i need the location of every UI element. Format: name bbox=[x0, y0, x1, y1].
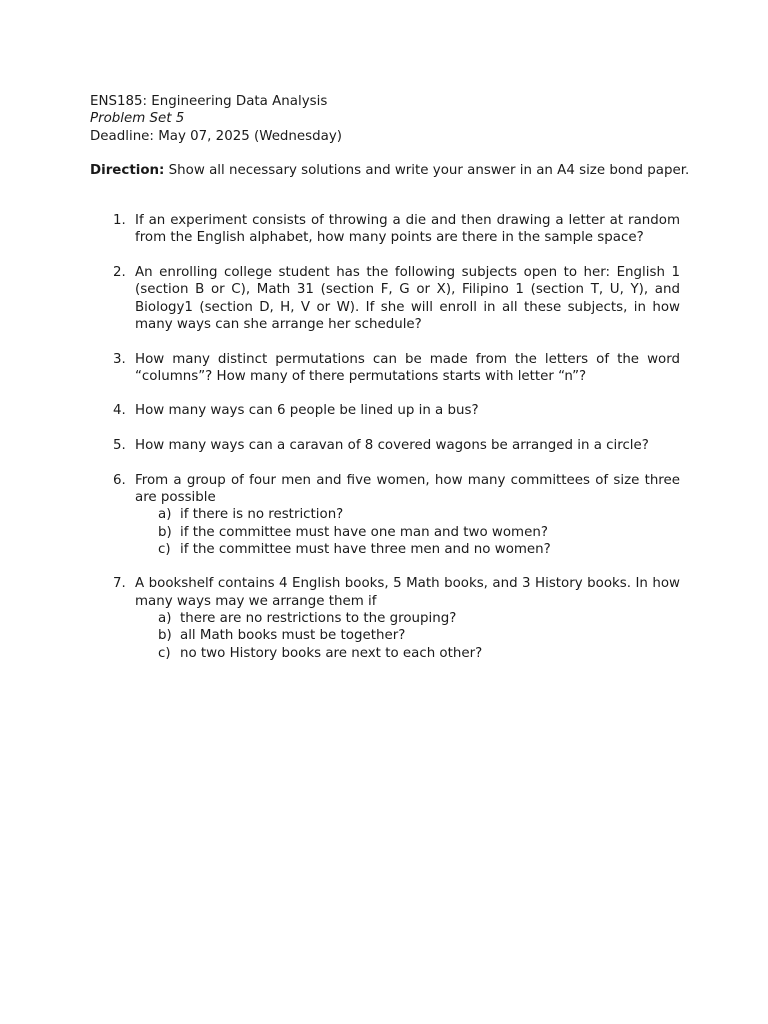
sub-question-text: if there is no restriction? bbox=[180, 507, 344, 523]
problem-item bbox=[90, 437, 680, 454]
problem-text: From a group of four men and five women, how many committees of size three are possible bbox=[135, 472, 680, 505]
problem-item bbox=[90, 472, 680, 558]
sub-question bbox=[135, 645, 680, 662]
document-page bbox=[90, 93, 690, 679]
sub-question-text: no two History books are next to each other? bbox=[180, 645, 483, 661]
sub-question-list bbox=[135, 610, 680, 662]
problem-text: A bookshelf contains 4 English books, 5 Math books, and 3 History books. In how many ways may we arrange them if bbox=[135, 576, 680, 609]
problem-number: 2. bbox=[113, 265, 126, 281]
sub-question bbox=[135, 506, 680, 523]
sub-question-letter: a) bbox=[158, 611, 172, 627]
sub-question-text: there are no restrictions to the grouping? bbox=[180, 611, 457, 627]
sub-question-text: all Math books must be together? bbox=[180, 628, 406, 644]
sub-question bbox=[135, 541, 680, 558]
sub-question-letter: c) bbox=[158, 541, 171, 557]
problem-number: 6. bbox=[113, 472, 126, 488]
deadline: Deadline: May 07, 2025 (Wednesday) bbox=[90, 128, 342, 144]
sub-question-letter: b) bbox=[158, 524, 172, 540]
problem-number: 3. bbox=[113, 351, 126, 367]
problem-text: How many ways can a caravan of 8 covered wagons be arranged in a circle? bbox=[135, 438, 649, 454]
sub-question bbox=[135, 610, 680, 627]
course-title: ENS185: Engineering Data Analysis bbox=[90, 94, 328, 109]
problem-text: If an experiment consists of throwing a die and then drawing a letter at random from the English alphabet, how many points are there in the sample space? bbox=[135, 213, 680, 246]
direction bbox=[90, 162, 690, 179]
problem-text: How many ways can 6 people be lined up in a bus? bbox=[135, 403, 479, 419]
problem-number: 7. bbox=[113, 576, 126, 592]
problem-number: 4. bbox=[113, 403, 126, 419]
problem-item bbox=[90, 575, 680, 661]
sub-question-letter: b) bbox=[158, 628, 172, 644]
problem-item bbox=[90, 351, 680, 386]
problem-number: 5. bbox=[113, 438, 126, 454]
direction-text: Show all necessary solutions and write your answer in an A4 size bond paper. bbox=[164, 162, 690, 178]
sub-question-list bbox=[135, 506, 680, 558]
sub-question-letter: c) bbox=[158, 645, 171, 661]
problem-item bbox=[90, 264, 680, 333]
problem-list bbox=[90, 212, 680, 662]
sub-question-letter: a) bbox=[158, 507, 172, 523]
problem-number: 1. bbox=[113, 213, 126, 229]
sub-question-text: if the committee must have three men and no women? bbox=[180, 541, 551, 557]
problem-item bbox=[90, 212, 680, 247]
sub-question bbox=[135, 524, 680, 541]
problem-text: An enrolling college student has the following subjects open to her: English 1 (section B or C), Math 31 (section F, G or X), Filipino 1 (section T, U, Y), and Biology1 (section D, H, V or W). If she will enroll in all these subjects, in how many ways can she arrange her schedule? bbox=[135, 265, 680, 332]
problem-set-title: Problem Set 5 bbox=[90, 111, 185, 127]
problem-item bbox=[90, 402, 680, 419]
sub-question bbox=[135, 627, 680, 644]
direction-label: Direction: bbox=[90, 162, 165, 178]
sub-question-text: if the committee must have one man and two women? bbox=[180, 524, 548, 540]
problem-text: How many distinct permutations can be made from the letters of the word “columns”? How many of there permutations starts with letter “n”? bbox=[135, 351, 680, 384]
